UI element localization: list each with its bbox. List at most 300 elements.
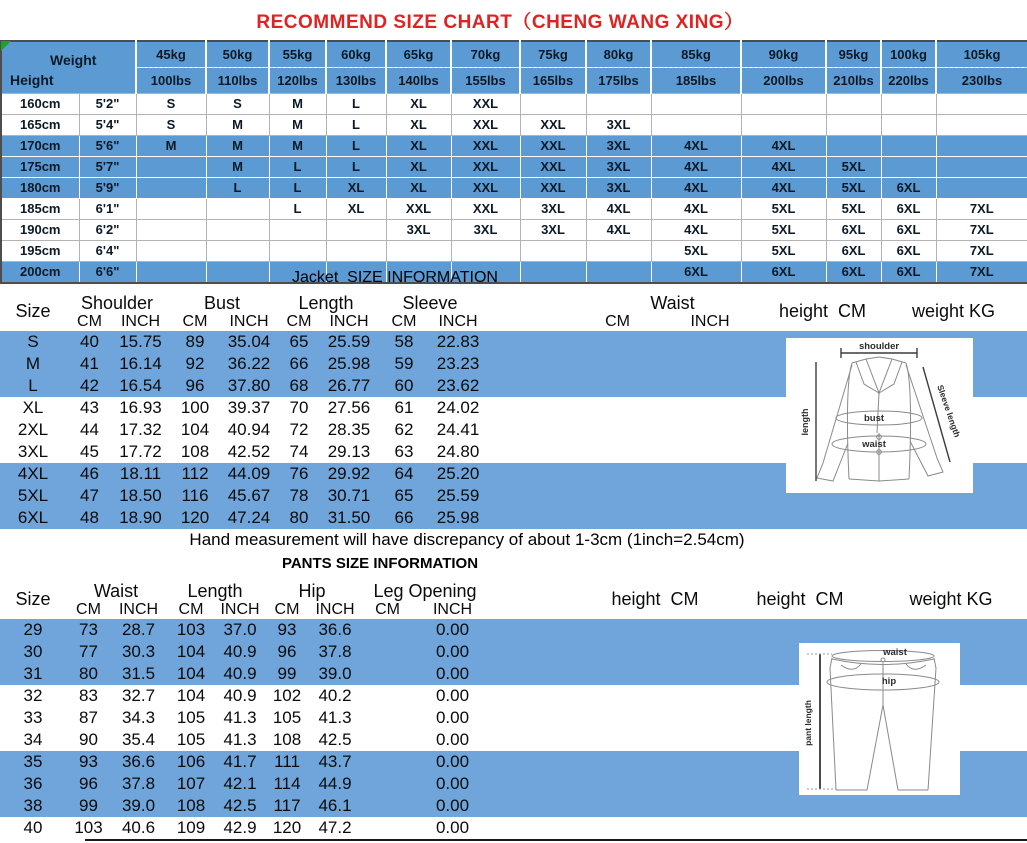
measurement-cell: 89 — [168, 331, 222, 353]
corner-weight-label: Weight — [50, 52, 97, 68]
measurement-cell: 29.13 — [327, 442, 371, 461]
weight-lbs-header: 175lbs — [586, 68, 651, 94]
cm-unit-label: CM — [286, 313, 312, 330]
recommended-size-cell: L — [326, 94, 386, 115]
recommended-size-cell: 6XL — [651, 262, 741, 284]
recommended-size-cell: M — [206, 115, 269, 136]
measurement-cell: 41.7 — [216, 751, 264, 773]
page-title: RECOMMEND SIZE CHART（CHENG WANG XING） — [256, 12, 744, 33]
empty-cell — [490, 663, 585, 685]
recommended-size-cell: 4XL — [586, 199, 651, 220]
recommended-size-cell — [936, 115, 1027, 136]
recommended-size-cell: XL — [386, 94, 451, 115]
recommended-size-cell: XXL — [386, 199, 451, 220]
recommended-size-cell: 7XL — [936, 220, 1027, 241]
recommended-size-cell: XXL — [520, 136, 586, 157]
measurement-cell: 90 — [79, 730, 98, 749]
measurement-cell: 114 — [264, 773, 310, 795]
measurement-cell: 41 — [66, 353, 113, 375]
measurement-cell: 65 — [276, 331, 322, 353]
jacket-group-header-row — [0, 290, 1027, 314]
measurement-cell: 107 — [166, 773, 216, 795]
empty-cell — [725, 795, 875, 817]
measurement-cell: 25.98 — [432, 507, 484, 529]
recommended-size-cell: XL — [386, 136, 451, 157]
recommended-size-cell: 5XL — [741, 220, 826, 241]
recommended-size-cell — [520, 241, 586, 262]
jacket-diagram-drawing — [786, 338, 973, 493]
recommended-size-cell: M — [136, 136, 206, 157]
recommended-size-cell: 3XL — [451, 220, 520, 241]
empty-cell — [875, 795, 1027, 817]
measurement-cell: 23.23 — [432, 353, 484, 375]
measurement-cell: 40.94 — [227, 420, 271, 439]
empty-cell — [490, 729, 585, 751]
measurement-cell: 16.54 — [113, 375, 168, 397]
weight-kg-header: 50kg — [206, 41, 269, 68]
recommended-size-cell: M — [269, 94, 326, 115]
measurement-cell: 104 — [166, 641, 216, 663]
cm-unit-label: CM — [274, 601, 300, 618]
pants-diagram-drawing — [799, 643, 960, 795]
weight-kg-header: 80kg — [586, 41, 651, 68]
size-chart-row — [1, 178, 1027, 199]
jacket-waist-header: Waist — [650, 293, 695, 313]
recommended-size-cell: 4XL — [741, 157, 826, 178]
measurement-cell: 42.52 — [227, 442, 271, 461]
recommended-size-cell — [136, 178, 206, 199]
height-cm-cell: 200cm — [1, 262, 79, 284]
measurement-cell — [360, 773, 415, 795]
height-ft-cell: 6'2" — [79, 220, 136, 241]
measurement-cell: 16.93 — [119, 398, 162, 417]
measurement-cell: 25.20 — [432, 463, 484, 485]
recommended-size-cell — [881, 94, 936, 115]
measurement-cell: 87 — [79, 708, 98, 727]
recommended-size-cell — [936, 178, 1027, 199]
height-cm-cell: 165cm — [1, 115, 79, 136]
recommended-size-cell: M — [269, 115, 326, 136]
measurement-cell: 40.2 — [318, 686, 352, 705]
empty-cell — [580, 375, 655, 397]
measurement-cell: 0.00 — [415, 619, 490, 641]
measurement-cell: 36.22 — [222, 353, 276, 375]
recommended-size-cell: 7XL — [936, 241, 1027, 262]
weight-lbs-header: 155lbs — [451, 68, 520, 94]
recommended-size-cell — [936, 136, 1027, 157]
recommended-size-cell: L — [326, 115, 386, 136]
height-cm-cell: 180cm — [1, 178, 79, 199]
measurement-cell: 99 — [66, 795, 111, 817]
recommended-size-cell: 4XL — [651, 136, 741, 157]
measurement-cell: 96 — [264, 641, 310, 663]
empty-cell — [490, 795, 585, 817]
recommended-size-cell — [826, 94, 881, 115]
recommended-size-cell: 3XL — [520, 199, 586, 220]
recommended-size-cell — [136, 157, 206, 178]
measurement-cell: 35.4 — [121, 730, 156, 749]
measurement-cell: 40.9 — [216, 663, 264, 685]
size-label-cell: 36 — [0, 773, 66, 795]
empty-cell — [490, 641, 585, 663]
size-label-cell: 5XL — [0, 485, 66, 507]
measurement-cell: 24.02 — [436, 398, 480, 417]
recommended-size-cell: S — [206, 94, 269, 115]
recommended-size-cell: 3XL — [520, 220, 586, 241]
cm-unit-label: CM — [605, 313, 630, 330]
pants-waist-diagram-label: waist — [883, 647, 907, 658]
recommended-size-cell — [881, 136, 936, 157]
empty-cell — [655, 419, 765, 441]
measurement-cell: 42.9 — [223, 818, 257, 837]
size-label-cell: 35 — [0, 751, 66, 773]
measurement-cell: 0.00 — [415, 773, 490, 795]
measurement-cell: 117 — [264, 795, 310, 817]
measurement-cell: 39.0 — [310, 663, 360, 685]
size-label-cell: 32 — [23, 686, 43, 705]
measurement-cell: 68 — [276, 375, 322, 397]
pants-measurement-diagram — [799, 643, 960, 795]
measurement-cell: 24.41 — [436, 420, 480, 439]
measurement-cell: 44.09 — [222, 463, 276, 485]
recommended-size-cell: L — [269, 157, 326, 178]
measurement-cell: 41.3 — [223, 730, 257, 749]
recommended-size-cell — [136, 220, 206, 241]
measurement-cell: 105 — [176, 730, 206, 749]
measurement-cell: 65 — [376, 485, 432, 507]
measurement-cell: 44 — [80, 420, 99, 439]
weight-kg-header: 55kg — [269, 41, 326, 68]
pants-section-title: PANTS SIZE INFORMATION — [281, 555, 479, 572]
pants-weight-header: weight KG — [909, 588, 993, 609]
size-label-cell: 33 — [23, 708, 43, 727]
weight-kg-header: 75kg — [520, 41, 586, 68]
recommended-size-cell: M — [269, 136, 326, 157]
inch-unit-label: INCH — [690, 313, 730, 330]
recommended-size-cell: 4XL — [651, 157, 741, 178]
measurement-cell: 47.24 — [222, 507, 276, 529]
weight-lbs-header: 140lbs — [386, 68, 451, 94]
empty-cell — [655, 507, 765, 529]
recommended-size-cell: L — [269, 199, 326, 220]
recommended-size-cell: 5XL — [651, 241, 741, 262]
measurement-cell: 66 — [376, 507, 432, 529]
inch-unit-label: INCH — [120, 313, 161, 330]
measurement-cell: 35.04 — [222, 331, 276, 353]
empty-cell — [580, 485, 655, 507]
jacket-spacer-cell — [484, 290, 580, 331]
pants-height-header-1: height CM — [611, 588, 699, 609]
weight-lbs-header: 110lbs — [206, 68, 269, 94]
recommended-size-cell: XL — [326, 178, 386, 199]
empty-cell — [490, 773, 585, 795]
measurement-cell: 61 — [394, 398, 414, 417]
measurement-cell: 15.75 — [113, 331, 168, 353]
recommended-size-cell: 4XL — [651, 178, 741, 199]
weight-kg-header: 95kg — [826, 41, 881, 68]
measurement-cell: 120 — [272, 818, 302, 837]
measurement-cell: 64 — [376, 463, 432, 485]
measurement-cell: 32.7 — [121, 686, 156, 705]
recommended-size-cell: 5XL — [741, 199, 826, 220]
height-ft-cell: 5'2" — [79, 94, 136, 115]
recommended-size-cell: XXL — [520, 115, 586, 136]
recommended-size-cell: L — [326, 157, 386, 178]
measurement-cell: 116 — [168, 485, 222, 507]
measurement-cell: 103 — [166, 619, 216, 641]
measurement-cell: 34.3 — [121, 708, 156, 727]
size-label-cell: 2XL — [17, 420, 49, 439]
weight-kg-header-row — [1, 41, 1027, 68]
size-label-cell: L — [0, 375, 66, 397]
recommended-size-cell: 3XL — [586, 115, 651, 136]
measurement-cell: 25.98 — [322, 353, 376, 375]
size-label-cell: 31 — [0, 663, 66, 685]
recommended-size-cell: XL — [386, 115, 451, 136]
bottom-border-line — [85, 839, 1027, 841]
empty-cell — [585, 707, 725, 729]
size-label-cell: 34 — [23, 730, 43, 749]
recommended-size-cell: 3XL — [586, 136, 651, 157]
measurement-cell: 0.00 — [415, 795, 490, 817]
measurement-cell: 104 — [180, 420, 210, 439]
recommended-size-cell — [206, 199, 269, 220]
measurement-cell: 109 — [176, 818, 206, 837]
empty-cell — [490, 619, 585, 641]
measurement-cell: 18.90 — [113, 507, 168, 529]
measurement-cell: 45 — [80, 442, 99, 461]
recommended-size-cell: 7XL — [936, 199, 1027, 220]
measurement-cell: 42 — [66, 375, 113, 397]
empty-cell — [655, 397, 765, 419]
weight-lbs-header: 230lbs — [936, 68, 1027, 94]
measurement-cell: 37.8 — [310, 641, 360, 663]
height-cm-cell: 190cm — [1, 220, 79, 241]
height-ft-cell: 5'4" — [79, 115, 136, 136]
empty-cell — [655, 441, 765, 463]
weight-kg-header: 85kg — [651, 41, 741, 68]
weight-lbs-header: 185lbs — [651, 68, 741, 94]
recommended-size-cell — [826, 115, 881, 136]
empty-cell — [655, 353, 765, 375]
weight-kg-header: 100kg — [881, 41, 936, 68]
recommended-size-cell: 5XL — [741, 241, 826, 262]
size-label-cell: 30 — [0, 641, 66, 663]
measurement-cell: 80 — [276, 507, 322, 529]
pants-height-header-2: height CM — [756, 588, 844, 609]
measurement-cell: 62 — [394, 420, 414, 439]
inch-unit-label: INCH — [329, 313, 369, 330]
recommended-size-cell: L — [326, 136, 386, 157]
measurement-cell: 102 — [272, 686, 302, 705]
jacket-weight-header: weight KG — [911, 300, 996, 321]
cm-unit-label: CM — [391, 313, 417, 330]
inch-unit-label: INCH — [220, 601, 260, 618]
measurement-cell: 76 — [276, 463, 322, 485]
pants-spacer-cell — [490, 578, 585, 619]
recommended-size-cell — [520, 94, 586, 115]
measurement-cell: 0.00 — [435, 818, 470, 837]
empty-cell — [484, 397, 580, 419]
empty-cell — [484, 485, 580, 507]
measurement-cell: 39.0 — [111, 795, 166, 817]
corner-height-label: Height — [10, 72, 54, 88]
measurement-cell: 104 — [166, 663, 216, 685]
size-label-cell: XL — [22, 398, 44, 417]
measurement-cell — [360, 817, 415, 839]
recommended-size-cell: 6XL — [826, 262, 881, 284]
recommend-size-chart-table — [0, 40, 1027, 284]
measurement-cell: 83 — [79, 686, 98, 705]
jacket-waist-diagram-label: waist — [862, 439, 886, 450]
recommended-size-cell: 3XL — [386, 220, 451, 241]
empty-cell — [484, 331, 580, 353]
recommended-size-cell: XXL — [451, 157, 520, 178]
recommended-size-cell — [269, 220, 326, 241]
pants-waist-header: Waist — [93, 581, 139, 601]
recommended-size-cell: 5XL — [826, 157, 881, 178]
empty-cell — [585, 729, 725, 751]
measurement-cell: 106 — [166, 751, 216, 773]
pants-length-diagram-label: pant length — [803, 700, 813, 746]
recommended-size-cell: S — [136, 115, 206, 136]
empty-cell — [585, 641, 725, 663]
pants-row — [0, 817, 1027, 839]
recommended-size-cell — [741, 94, 826, 115]
recommended-size-cell: L — [206, 178, 269, 199]
measurement-cell: 105 — [176, 708, 206, 727]
pants-leg-opening-header: Leg Opening — [373, 581, 477, 601]
empty-cell — [585, 817, 725, 839]
inch-unit-label: INCH — [432, 601, 473, 618]
recommended-size-cell — [936, 157, 1027, 178]
weight-lbs-header: 210lbs — [826, 68, 881, 94]
recommended-size-cell: 6XL — [881, 178, 936, 199]
empty-cell — [585, 663, 725, 685]
recommended-size-cell — [881, 115, 936, 136]
recommended-size-cell — [136, 199, 206, 220]
weight-lbs-header: 220lbs — [881, 68, 936, 94]
recommended-size-cell: 6XL — [881, 220, 936, 241]
size-chart-row — [1, 199, 1027, 220]
empty-cell — [490, 685, 585, 707]
recommended-size-cell: 6XL — [741, 262, 826, 284]
measurement-cell: 47 — [66, 485, 113, 507]
measurement-cell — [360, 795, 415, 817]
empty-cell — [484, 419, 580, 441]
measurement-cell: 59 — [376, 353, 432, 375]
recommended-size-cell: XXL — [451, 115, 520, 136]
measurement-cell: 58 — [376, 331, 432, 353]
measurement-cell — [360, 663, 415, 685]
height-ft-cell: 6'1" — [79, 199, 136, 220]
measurement-cell: 42.1 — [216, 773, 264, 795]
measurement-cell: 37.8 — [111, 773, 166, 795]
weight-lbs-header: 200lbs — [741, 68, 826, 94]
measurement-cell: 46 — [66, 463, 113, 485]
height-cm-cell: 195cm — [1, 241, 79, 262]
recommended-size-cell: 6XL — [826, 241, 881, 262]
recommended-size-cell: XL — [386, 178, 451, 199]
measurement-cell: 40.9 — [216, 641, 264, 663]
measurement-cell: 78 — [276, 485, 322, 507]
jacket-length-diagram-label: length — [800, 408, 810, 436]
recommended-size-cell — [586, 241, 651, 262]
measurement-cell: 18.11 — [113, 463, 168, 485]
empty-cell — [725, 619, 875, 641]
measurement-cell: 96 — [168, 375, 222, 397]
empty-cell — [490, 707, 585, 729]
measurement-cell: 93 — [264, 619, 310, 641]
measurement-note: Hand measurement will have discrepancy of about 1-3cm (1inch=2.54cm) — [189, 530, 745, 549]
measurement-cell — [360, 641, 415, 663]
pants-row — [0, 619, 1027, 641]
size-chart-row — [1, 136, 1027, 157]
recommended-size-cell — [206, 241, 269, 262]
weight-kg-header: 45kg — [136, 41, 206, 68]
height-ft-cell: 5'6" — [79, 136, 136, 157]
pants-hip-diagram-label: hip — [881, 676, 897, 687]
empty-cell — [490, 817, 585, 839]
size-chart-row — [1, 220, 1027, 241]
measurement-cell: 41.3 — [223, 708, 257, 727]
recommended-size-cell — [269, 241, 326, 262]
measurement-cell: 31.50 — [322, 507, 376, 529]
recommended-size-cell: 5XL — [826, 178, 881, 199]
measurement-cell: 22.83 — [432, 331, 484, 353]
measurement-cell: 36.6 — [111, 751, 166, 773]
size-label-cell: 3XL — [17, 442, 49, 461]
empty-cell — [765, 507, 880, 529]
recommended-size-cell: XXL — [451, 94, 520, 115]
measurement-cell: 77 — [66, 641, 111, 663]
measurement-cell: 42.5 — [318, 730, 352, 749]
recommended-size-cell: 4XL — [651, 220, 741, 241]
empty-cell — [484, 463, 580, 485]
recommended-size-cell: XXL — [520, 178, 586, 199]
measurement-cell: 108 — [180, 442, 210, 461]
jacket-height-header: height CM — [778, 300, 867, 321]
recommended-size-cell — [741, 115, 826, 136]
measurement-cell: 36.6 — [310, 619, 360, 641]
measurement-cell: 92 — [168, 353, 222, 375]
empty-cell — [585, 795, 725, 817]
recommended-size-cell — [326, 220, 386, 241]
measurement-cell: 60 — [376, 375, 432, 397]
measurement-cell: 29.92 — [322, 463, 376, 485]
recommended-size-cell: 4XL — [651, 199, 741, 220]
measurement-cell: 45.67 — [222, 485, 276, 507]
recommended-size-cell: M — [206, 136, 269, 157]
empty-cell — [585, 751, 725, 773]
measurement-cell: 41.3 — [318, 708, 352, 727]
inch-unit-label: INCH — [229, 313, 269, 330]
jacket-row — [0, 507, 1027, 529]
measurement-cell — [360, 751, 415, 773]
measurement-cell: 47.2 — [318, 818, 352, 837]
measurement-cell: 100 — [180, 398, 210, 417]
empty-cell — [655, 485, 765, 507]
pants-group-header-row — [0, 578, 1027, 602]
measurement-cell: 25.59 — [432, 485, 484, 507]
weight-kg-header: 65kg — [386, 41, 451, 68]
recommended-size-cell: XXL — [520, 157, 586, 178]
size-chart-row — [1, 241, 1027, 262]
measurement-cell: 46.1 — [310, 795, 360, 817]
measurement-cell: 17.72 — [119, 442, 162, 461]
empty-cell — [580, 507, 655, 529]
measurement-cell: 63 — [394, 442, 414, 461]
